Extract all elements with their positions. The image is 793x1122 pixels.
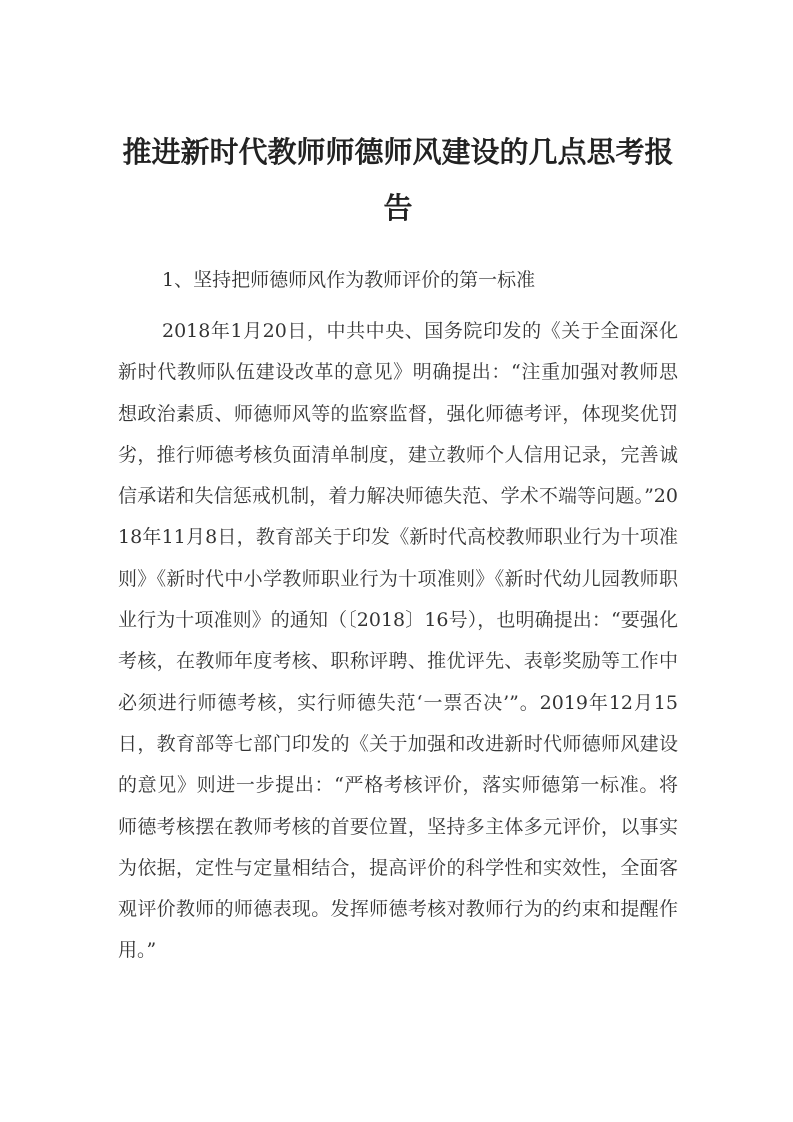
document-title: 推进新时代教师师德师风建设的几点思考报告	[122, 135, 674, 225]
section-heading: 1、坚持把师德师风作为教师评价的第一标准	[162, 269, 536, 291]
body-paragraph: 2018年1月20日，中共中央、国务院印发的《关于全面深化新时代教师队伍建设改革的意见》明确提出：“注重加强对教师思想政治素质、师德师风等的监察监督，强化师德考评，体现奖优罚劣，推行师德考核负面清单制度，建立教师个人信用记录，完善诚信承诺和失信惩戒机制，着力解决师德失范、学术不端等问题。”2018年11月8日，教育部关于印发《新时代高校教师职业行为十项准则》《新时代中小学教师职业行为十项准则》《新时代幼儿园教师职业行为十项准则》的通知（〔2018〕16号），也明确提出：“要强化考核，在教师年度考核、职称评聘、推优评先、表彰奖励等工作中必须进行师德考核，实行师德失范‘一票否决’”。2019年12月15日，教育部等七部门印发的《关于加强和改进新时代师德师风建设的意见》则进一步提出：“严格考核评价，落实师德第一标准。将师德考核摆在教师考核的首要位置，坚持多主体多元评价，以事实为依据，定性与定量相结合，提高评价的科学性和实效性，全面客观评价教师的师德表现。发挥师德考核对教师行为的约束和提醒作用。”	[118, 320, 678, 962]
